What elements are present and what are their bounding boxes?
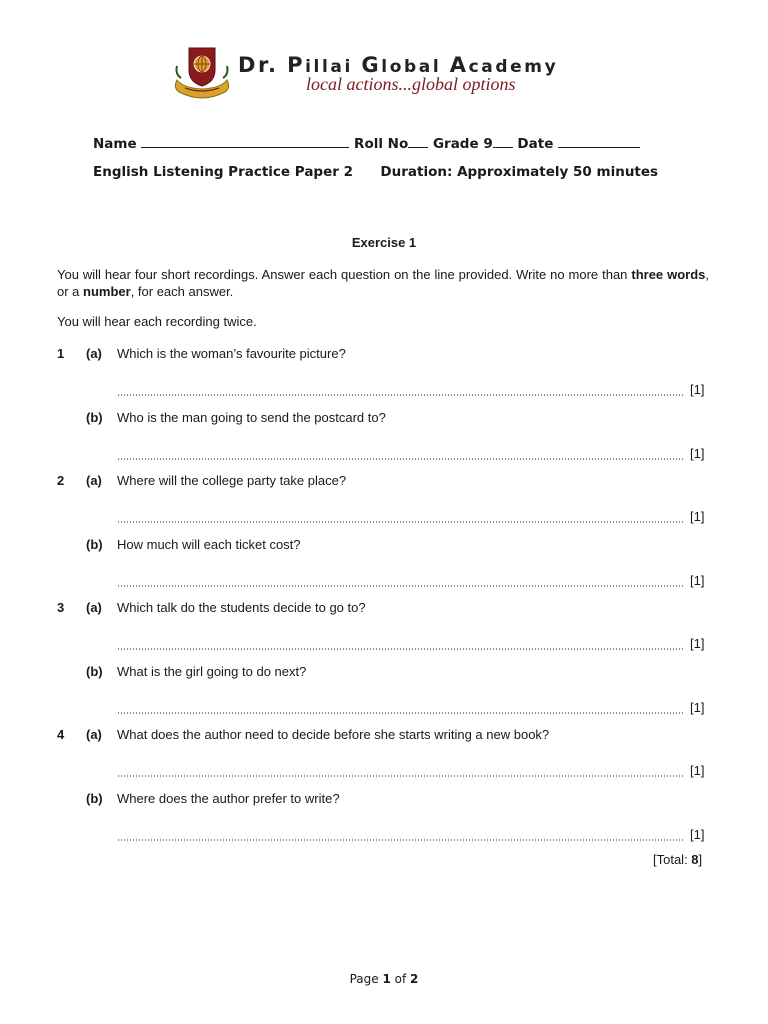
- question-mark: [1]: [690, 382, 705, 397]
- paper-duration: Duration: Approximately 50 minutes: [380, 164, 659, 180]
- question-number: 2: [57, 473, 65, 488]
- answer-line[interactable]: [117, 521, 683, 523]
- question-text: How much will each ticket cost?: [117, 537, 301, 552]
- question-number: 3: [57, 600, 65, 615]
- roll-label: Roll No: [354, 136, 409, 152]
- date-blank[interactable]: [558, 136, 640, 148]
- question-number: 4: [57, 727, 65, 742]
- question-part: (b): [86, 791, 103, 806]
- question-mark: [1]: [690, 509, 705, 524]
- name-label: Name: [93, 136, 137, 152]
- question-part: (b): [86, 410, 103, 425]
- question-mark: [1]: [690, 446, 705, 461]
- academy-tagline: local actions...global options: [306, 74, 516, 94]
- question-text: What does the author need to decide before she starts writing a new book?: [117, 727, 550, 742]
- answer-line[interactable]: [117, 394, 683, 396]
- question-text: Which is the woman’s favourite picture?: [117, 346, 346, 361]
- academy-name: Dr. Pillai Global Academy: [238, 53, 559, 77]
- question-mark: [1]: [690, 573, 705, 588]
- answer-line[interactable]: [117, 458, 683, 460]
- exercise-title: Exercise 1: [351, 235, 417, 250]
- question-part: (a): [86, 727, 102, 742]
- answer-line[interactable]: [117, 839, 683, 841]
- student-info-line: [93, 136, 640, 152]
- answer-line[interactable]: [117, 712, 683, 714]
- question-mark: [1]: [690, 827, 705, 842]
- grade-blank[interactable]: [493, 136, 513, 148]
- question-part: (b): [86, 664, 103, 679]
- question-part: (a): [86, 473, 102, 488]
- exercise-instructions: You will hear four short recordings. Answer each question on the line provided. Write no more than three words, or a number, for each answer.: [57, 267, 709, 299]
- name-blank[interactable]: [141, 136, 349, 148]
- total-marks: [Total: 8]: [653, 852, 703, 867]
- question-part: (a): [86, 346, 102, 361]
- page-footer: Page 1 of 2: [349, 972, 419, 986]
- question-part: (b): [86, 537, 103, 552]
- question-mark: [1]: [690, 763, 705, 778]
- answer-line[interactable]: [117, 585, 683, 587]
- question-text: What is the girl going to do next?: [117, 664, 307, 679]
- paper-info-line: [93, 164, 658, 180]
- grade-label: Grade 9: [432, 136, 493, 152]
- question-mark: [1]: [690, 700, 705, 715]
- question-text: Where will the college party take place?: [117, 473, 347, 488]
- academy-crest-logo: [171, 44, 233, 100]
- paper-title: English Listening Practice Paper 2: [93, 164, 354, 180]
- answer-line[interactable]: [117, 648, 683, 650]
- answer-line[interactable]: [117, 775, 683, 777]
- date-label: Date: [517, 136, 554, 152]
- question-part: (a): [86, 600, 102, 615]
- question-text: Which talk do the students decide to go to?: [117, 600, 366, 615]
- question-text: Where does the author prefer to write?: [117, 791, 340, 806]
- roll-blank[interactable]: [408, 136, 428, 148]
- exercise-instructions-repeat: You will hear each recording twice.: [57, 314, 257, 329]
- question-mark: [1]: [690, 636, 705, 651]
- question-number: 1: [57, 346, 65, 361]
- question-text: Who is the man going to send the postcard to?: [117, 410, 386, 425]
